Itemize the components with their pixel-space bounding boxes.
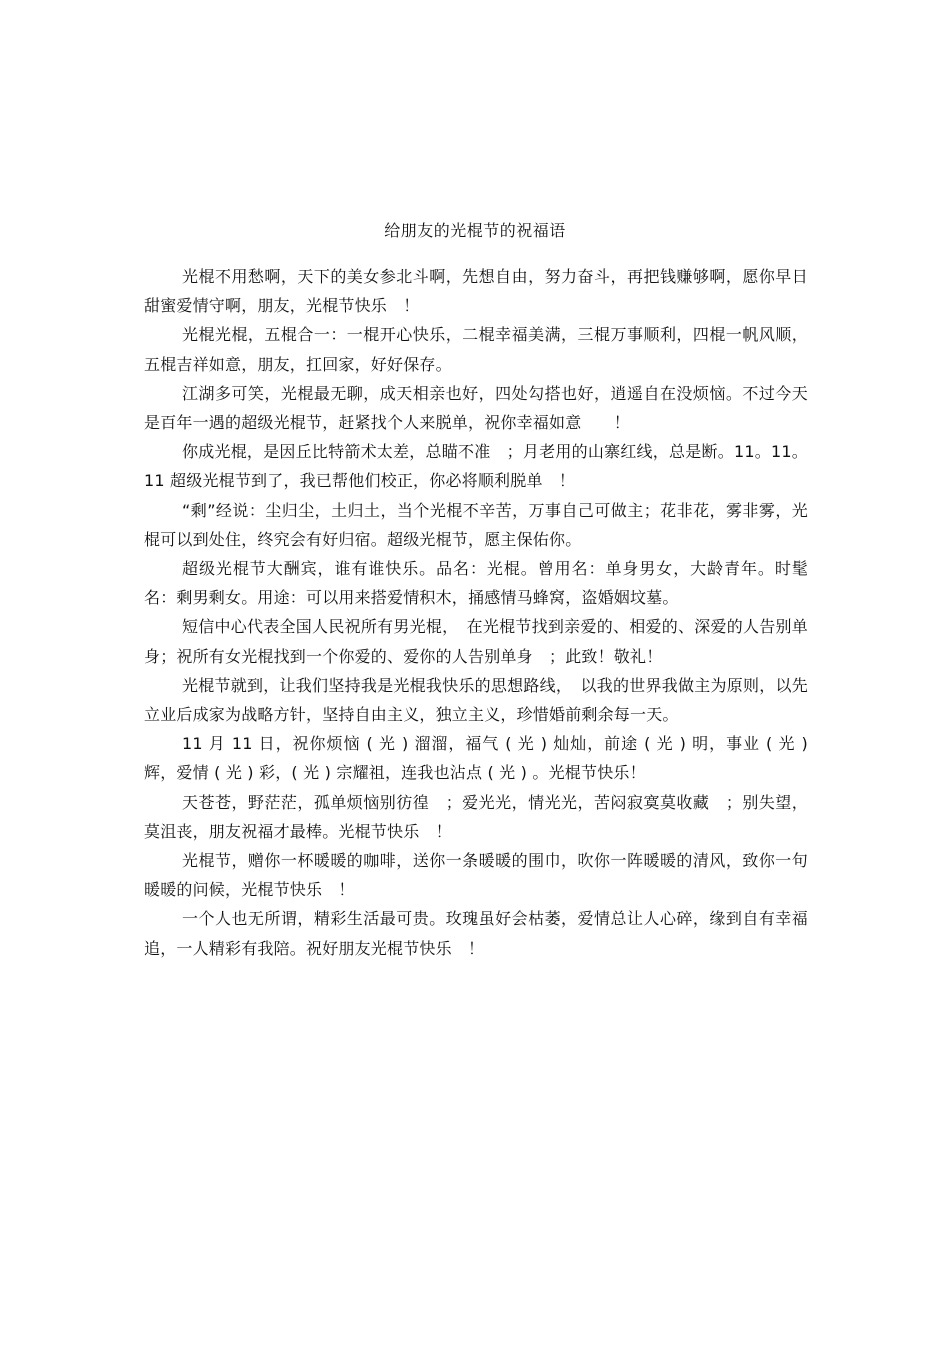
paragraph-10: 天苍苍，野茫茫，孤单烦恼别彷徨 ；爱光光，情光光，苦闷寂寞莫收藏 ；别失望，莫沮丧，朋友祝福才最棒。光棍节快乐 ！ [144, 792, 808, 841]
paragraph-7: 短信中心代表全国人民祝所有男光棍， 在光棍节找到亲爱的、相爱的、深爱的人告别单身；祝所有女光棍找到一个你爱的、爱你的人告别单身 ；此致！敬礼！ [144, 617, 808, 666]
paragraph-12: 一个人也无所谓，精彩生活最可贵。玫瑰虽好会枯萎，爱情总让人心碎，缘到自有幸福追，一人精彩有我陪。祝好朋友光棍节快乐 ！ [144, 909, 808, 958]
document-title: 给朋友的光棍节的祝福语 [384, 221, 566, 240]
document-body [144, 262, 808, 963]
paragraph-1: 光棍不用愁啊，天下的美女参北斗啊，先想自由，努力奋斗，再把钱赚够啊，愿你早日甜蜜爱情守啊，朋友，光棍节快乐 ！ [144, 267, 808, 316]
paragraph-2: 光棍光棍，五棍合一：一棍开心快乐，二棍幸福美满，三棍万事顺利，四棍一帆风顺，五棍吉祥如意，朋友，扛回家，好好保存。 [144, 325, 808, 374]
paragraph-4: 你成光棍，是因丘比特箭术太差，总瞄不准 ；月老用的山寨红线，总是断。11。11。11 超级光棍节到了，我已帮他们校正，你必将顺利脱单 ！ [144, 442, 808, 491]
paragraph-3: 江湖多可笑，光棍最无聊，成天相亲也好，四处勾搭也好，逍遥自在没烦恼。不过今天是百年一遇的超级光棍节，赶紧找个人来脱单，祝你幸福如意 ！ [144, 383, 808, 433]
paragraph-8: 光棍节就到，让我们坚持我是光棍我快乐的思想路线， 以我的世界我做主为原则，以先立业后成家为战略方针，坚持自由主义，独立主义，珍惜婚前剩余每一天。 [144, 675, 808, 725]
paragraph-6: 超级光棍节大酬宾，谁有谁快乐。品名：光棍。曾用名：单身男女，大龄青年。时髦名：剩男剩女。用途：可以用来搭爱情积木，捅感情马蜂窝，盗婚姻坟墓。 [144, 559, 808, 608]
paragraph-11: 光棍节，赠你一杯暖暖的咖啡，送你一条暖暖的围巾，吹你一阵暖暖的清风，致你一句暖暖的问候，光棍节快乐 ！ [144, 851, 808, 900]
paragraph-9: 11 月 11 日，祝你烦恼 ( 光 ) 溜溜，福气 ( 光 ) 灿灿，前途 ( 光 ) 明，事业 ( 光 ) 辉，爱情 ( 光 ) 彩，( 光 ) 宗耀祖，连我也沾点 ( 光 ) 。光棍节快乐！ [144, 734, 808, 783]
paragraph-5: “剩”经说：尘归尘，土归土，当个光棍不辛苦，万事自己可做主；花非花，雾非雾，光棍可以到处住，终究会有好归宿。超级光棍节，愿主保佑你。 [144, 500, 808, 549]
